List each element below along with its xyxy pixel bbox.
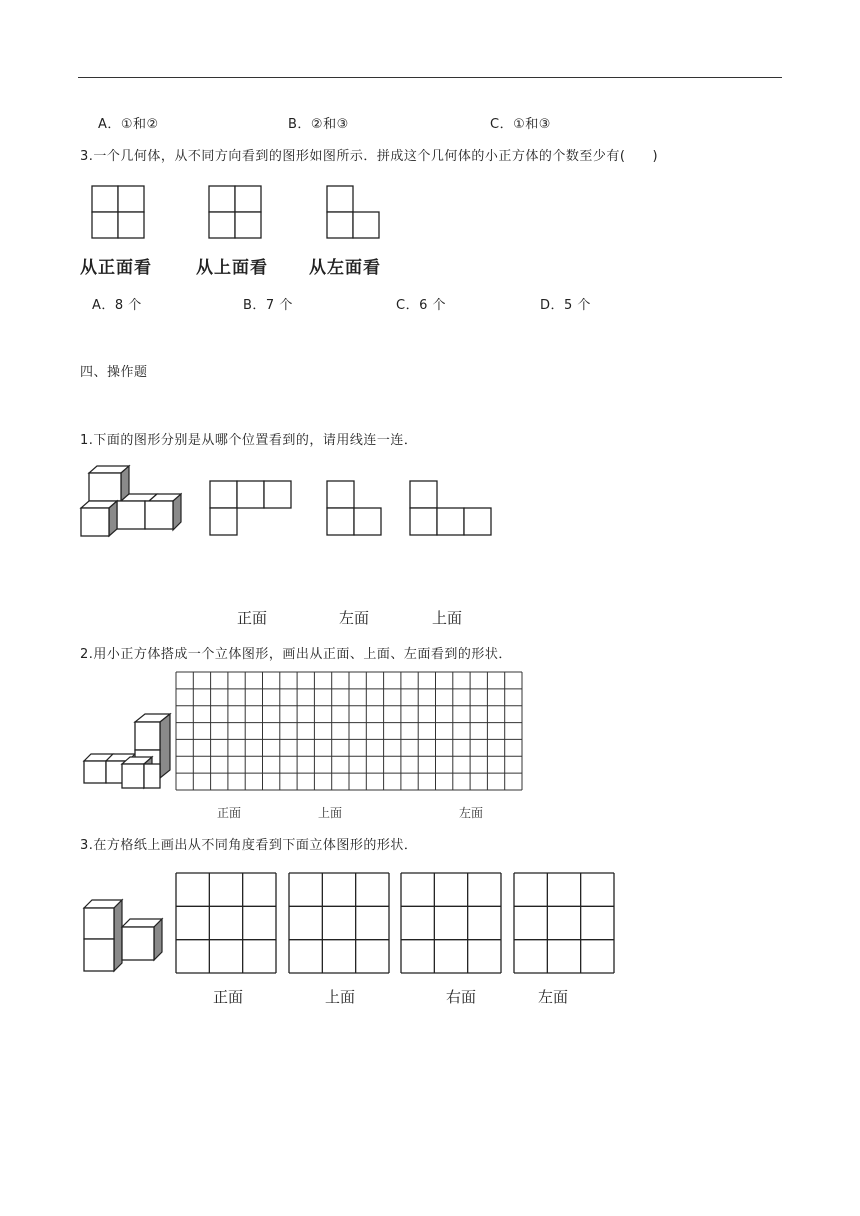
p2-3d-cubes — [80, 712, 176, 792]
p2-label-left: 左面 — [459, 806, 484, 820]
p2-label-front: 正面 — [217, 806, 242, 820]
p3-label-top: 上面 — [325, 988, 356, 1006]
p3-grid-right — [400, 872, 504, 974]
p1-3d-cubes — [80, 464, 180, 540]
header-rule — [78, 77, 782, 78]
section4-heading: 四、操作题 — [80, 365, 148, 380]
q3-label-left: 从左面看 — [309, 258, 381, 278]
p1-text: 1.下面的图形分别是从哪个位置看到的，请用线连一连． — [80, 433, 418, 448]
p1-view-2 — [327, 481, 385, 539]
q2-option-b: B．②和③ — [288, 117, 349, 132]
q3-option-a: A．8 个 — [92, 298, 142, 313]
p2-label-top: 上面 — [318, 806, 343, 820]
q2-option-a: A．①和② — [98, 117, 159, 132]
p3-3d-cubes — [82, 898, 164, 974]
p1-view-3 — [410, 481, 494, 539]
q3-option-c: C．6 个 — [396, 298, 446, 313]
p1-label-left: 左面 — [339, 609, 370, 627]
q3-label-top: 从上面看 — [196, 258, 268, 278]
q3-text: 3.一个几何体，从不同方向看到的图形如图所示．拼成这个几何体的小正方体的个数至少有( ) — [80, 149, 659, 164]
p3-grid-left — [513, 872, 617, 974]
p3-label-right: 右面 — [446, 988, 477, 1006]
p3-label-front: 正面 — [213, 988, 244, 1006]
q3-top-view — [209, 186, 265, 242]
q3-option-b: B．7 个 — [243, 298, 293, 313]
p3-grid-front — [175, 872, 279, 974]
p2-text: 2.用小正方体搭成一个立体图形，画出从正面、上面、左面看到的形状． — [80, 647, 512, 662]
p3-grid-top — [288, 872, 392, 974]
q3-option-d: D．5 个 — [540, 298, 591, 313]
p1-view-1 — [210, 481, 294, 539]
p1-label-top: 上面 — [432, 609, 463, 627]
p2-grid-paper — [175, 671, 523, 791]
q2-option-c: C．①和③ — [490, 117, 551, 132]
p1-label-front: 正面 — [237, 609, 268, 627]
q3-left-view — [327, 186, 383, 242]
q3-label-front: 从正面看 — [80, 258, 152, 278]
p3-label-left: 左面 — [538, 988, 569, 1006]
p3-text: 3.在方格纸上画出从不同角度看到下面立体图形的形状． — [80, 838, 418, 853]
q3-front-view — [92, 186, 148, 242]
